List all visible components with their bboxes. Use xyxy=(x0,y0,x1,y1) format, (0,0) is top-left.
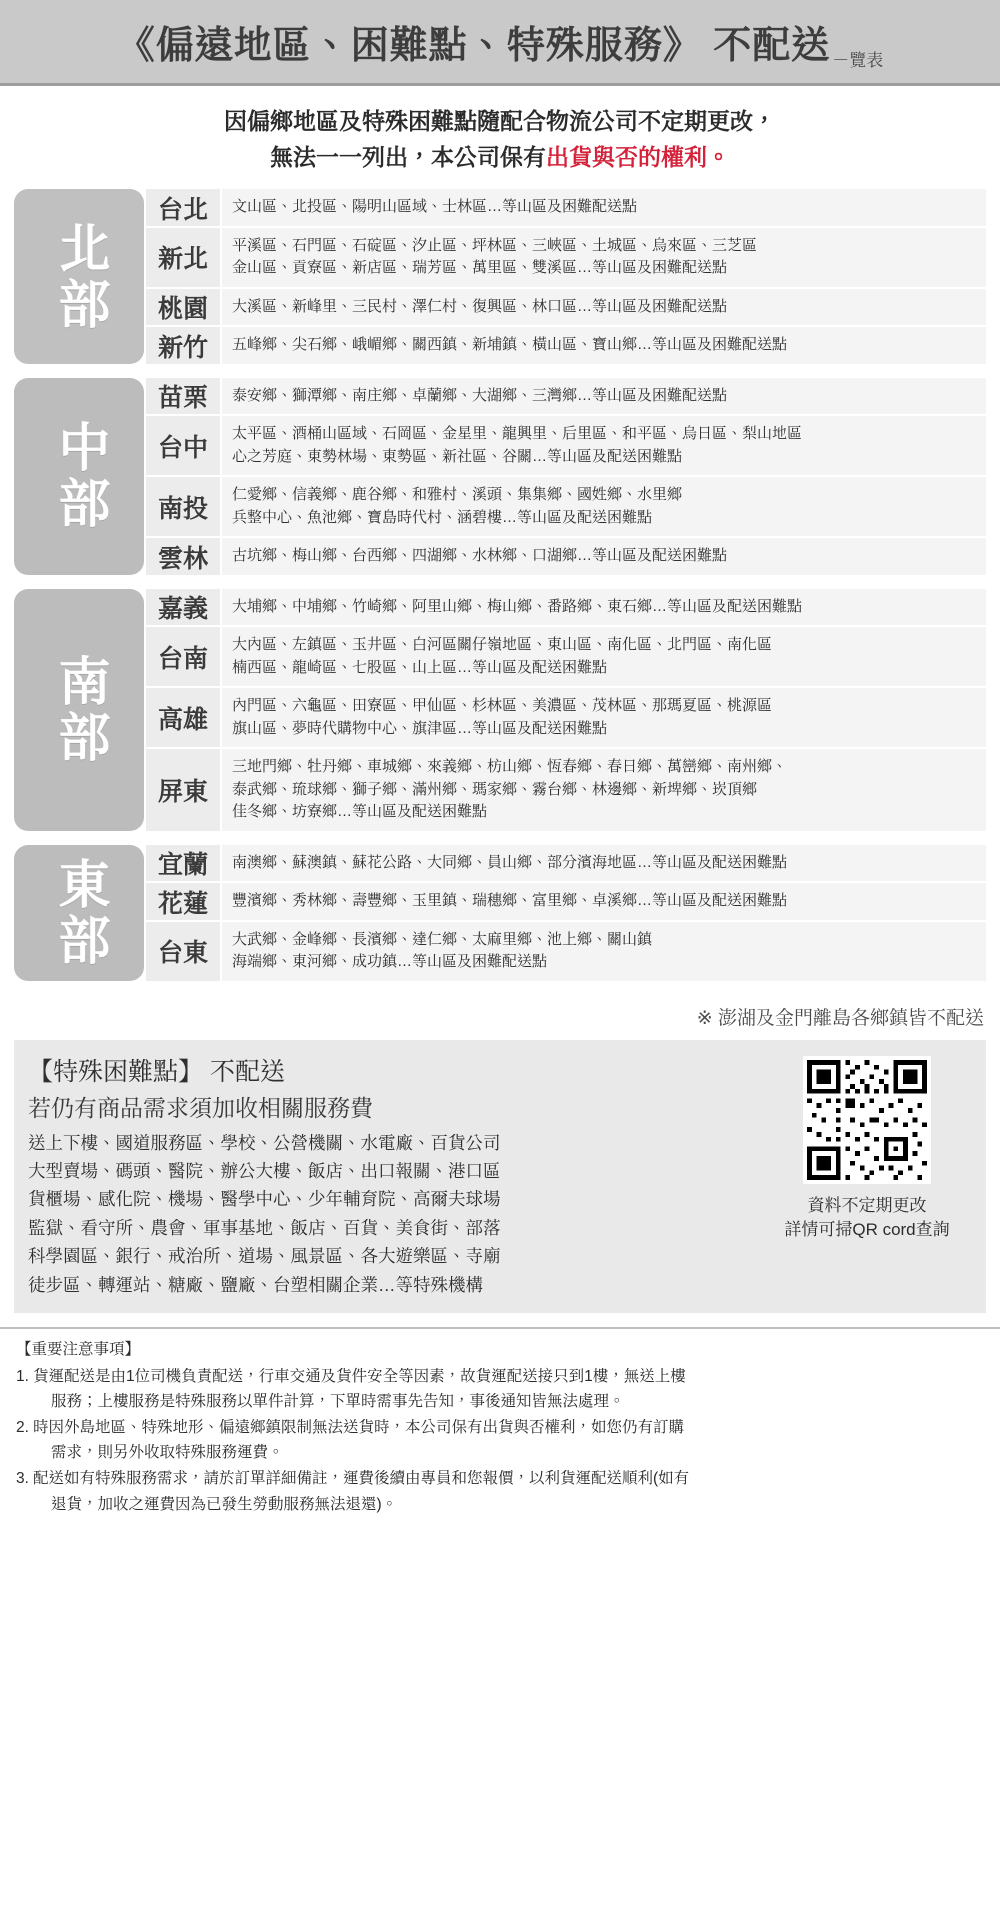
qr-caption xyxy=(784,1194,949,1243)
region-label-north-text: 北部 xyxy=(50,220,108,333)
region-label-east xyxy=(14,845,144,981)
footer-title: 【重要注意事項】 xyxy=(16,1340,141,1358)
footer-note-2-text xyxy=(33,1415,984,1465)
table-row xyxy=(146,625,986,686)
qr-code-icon xyxy=(803,1056,931,1184)
region-label-north xyxy=(14,189,144,364)
city-name: 台中 xyxy=(146,416,222,475)
city-areas xyxy=(222,627,986,686)
table-row xyxy=(146,475,986,536)
footer-note-2 xyxy=(16,1415,984,1465)
qr-caption-line-2: 詳情可掃QR cord查詢 xyxy=(784,1220,950,1240)
area-line: 佳冬鄉、坊寮鄉…等山區及配送困難點 xyxy=(232,803,488,821)
region-central xyxy=(14,378,986,575)
area-line: 三地門鄉、牡丹鄉、車城鄉、來義鄉、枋山鄉、恆春鄉、春日鄉、萬巒鄉、南州鄉、 xyxy=(232,758,788,776)
footer-note-1-line-2: 服務；上樓服務是特殊服務以單件計算，下單時需事先告知，事後通知皆無法處理。 xyxy=(51,1393,625,1411)
region-table xyxy=(0,189,1000,981)
area-line: 楠西區、龍崎區、七股區、山上區…等山區及配送困難點 xyxy=(232,658,608,676)
footer-note-2-line-1: 時因外島地區、特殊地形、偏遠鄉鎮限制無法送貨時，本公司保有出貨與否權利，如您仍有訂購 xyxy=(33,1419,685,1437)
footer-note-1-line-1: 貨運配送是由1位司機負責配送，行車交通及貨件安全等因素，故貨運配送接只到1樓，無送上樓 xyxy=(33,1367,686,1385)
city-name: 桃園 xyxy=(146,289,222,326)
table-row xyxy=(146,325,986,364)
special-heading-2: 若仍有商品需求須加收相關服務費 xyxy=(28,1094,373,1121)
region-label-central-text: 中部 xyxy=(50,420,108,533)
city-areas xyxy=(222,228,986,287)
special-list xyxy=(28,1129,762,1299)
footer-note-1-number: 1. xyxy=(16,1367,29,1385)
area-line: 海端鄉、東河鄉、成功鎮…等山區及困難配送點 xyxy=(232,953,548,971)
area-line: 仁愛鄉、信義鄉、鹿谷鄉、和雅村、溪頭、集集鄉、國姓鄉、水里鄉 xyxy=(232,486,683,504)
city-name: 屏東 xyxy=(146,749,222,831)
area-line: 大溪區、新峰里、三民村、澤仁村、復興區、林口區…等山區及困難配送點 xyxy=(232,297,728,315)
page-header xyxy=(0,0,1000,86)
area-line: 平溪區、石門區、石碇區、汐止區、坪林區、三峽區、土城區、烏來區、三芝區 xyxy=(232,236,758,254)
region-label-south xyxy=(14,589,144,831)
area-line: 泰武鄉、琉球鄉、獅子鄉、滿州鄉、瑪家鄉、霧台鄉、林邊鄉、新埤鄉、崁頂鄉 xyxy=(232,780,758,798)
region-south xyxy=(14,589,986,831)
city-areas xyxy=(222,416,986,475)
area-line: 大內區、左鎮區、玉井區、白河區關仔嶺地區、東山區、南化區、北門區、南化區 xyxy=(232,636,773,654)
city-name: 台南 xyxy=(146,627,222,686)
special-list-item: 科學園區、銀行、戒治所、道場、風景區、各大遊樂區、寺廟 xyxy=(28,1246,501,1267)
city-areas xyxy=(222,189,986,226)
notice-block xyxy=(0,86,1000,189)
city-name: 南投 xyxy=(146,477,222,536)
region-east xyxy=(14,845,986,981)
table-row xyxy=(146,747,986,831)
table-row xyxy=(146,686,986,747)
region-north-rows xyxy=(146,189,986,364)
city-areas xyxy=(222,538,986,575)
area-line: 金山區、貢寮區、新店區、瑞芳區、萬里區、雙溪區…等山區及困難配送點 xyxy=(232,259,728,277)
island-note: ※ 澎湖及金門離島各鄉鎮皆不配送 xyxy=(696,1007,984,1029)
area-line: 古坑鄉、梅山鄉、台西鄉、四湖鄉、水林鄉、口湖鄉…等山區及配送困難點 xyxy=(232,547,728,565)
notice-line-2-plain: 無法一一列出，本公司保有 xyxy=(270,143,546,170)
special-list-item: 監獄、看守所、農會、軍事基地、飯店、百貨、美食街、部落 xyxy=(28,1217,501,1238)
special-heading-1: 【特殊困難點】 不配送 xyxy=(28,1057,285,1086)
table-row xyxy=(146,536,986,575)
area-line: 太平區、酒桶山區域、石岡區、金星里、龍興里、后里區、和平區、烏日區、梨山地區 xyxy=(232,425,803,443)
qr-column xyxy=(762,1052,972,1299)
footer-note-3-line-1: 配送如有特殊服務需求，請於訂單詳細備註，運費後續由專員和您報價，以利貨運配送順利(如有 xyxy=(33,1470,690,1488)
footer-notes xyxy=(0,1327,1000,1536)
city-name: 嘉義 xyxy=(146,589,222,626)
area-line: 大埔鄉、中埔鄉、竹崎鄉、阿里山鄉、梅山鄉、番路鄉、東石鄉…等山區及配送困難點 xyxy=(232,597,803,615)
table-row xyxy=(146,226,986,287)
city-areas xyxy=(222,327,986,364)
city-name: 宜蘭 xyxy=(146,845,222,882)
area-line: 五峰鄉、尖石鄉、峨嵋鄉、關西鎮、新埔鎮、橫山區、寶山鄉…等山區及困難配送點 xyxy=(232,336,788,354)
notice-line-1: 因偏鄉地區及特殊困難點隨配合物流公司不定期更改， xyxy=(224,108,776,134)
notice-line-2 xyxy=(0,140,1000,176)
region-east-rows xyxy=(146,845,986,981)
area-line: 南澳鄉、蘇澳鎮、蘇花公路、大同鄉、員山鄉、部分濱海地區…等山區及配送困難點 xyxy=(232,853,788,871)
page-title: 《偏遠地區、困難點、特殊服務》 不配送 xyxy=(116,25,831,67)
table-row xyxy=(146,189,986,226)
footer-note-3-line-2: 退貨，加收之運費因為已發生勞動服務無法退還)。 xyxy=(51,1495,398,1513)
area-line: 旗山區、夢時代購物中心、旗津區…等山區及配送困難點 xyxy=(232,719,608,737)
city-name: 雲林 xyxy=(146,538,222,575)
city-name: 高雄 xyxy=(146,688,222,747)
city-areas xyxy=(222,922,986,981)
area-line: 大武鄉、金峰鄉、長濱鄉、達仁鄉、太麻里鄉、池上鄉、關山鎮 xyxy=(232,930,653,948)
city-name: 新北 xyxy=(146,228,222,287)
qr-caption-line-1: 資料不定期更改 xyxy=(807,1195,927,1215)
footer-note-1-text xyxy=(33,1364,984,1414)
area-line: 兵整中心、魚池鄉、寶島時代村、涵碧樓…等山區及配送困難點 xyxy=(232,508,653,526)
region-north xyxy=(14,189,986,364)
area-line: 泰安鄉、獅潭鄉、南庄鄉、卓蘭鄉、大湖鄉、三灣鄉…等山區及困難配送點 xyxy=(232,386,728,404)
area-line: 豐濱鄉、秀林鄉、壽豐鄉、玉里鎮、瑞穗鄉、富里鄉、卓溪鄉…等山區及配送困難點 xyxy=(232,892,788,910)
area-line: 文山區、北投區、陽明山區域、士林區…等山區及困難配送點 xyxy=(232,198,638,216)
footer-note-1 xyxy=(16,1364,984,1414)
table-row xyxy=(146,414,986,475)
city-areas xyxy=(222,589,986,626)
table-row xyxy=(146,589,986,626)
footer-note-2-number: 2. xyxy=(16,1419,29,1437)
region-label-central xyxy=(14,378,144,575)
city-name: 台東 xyxy=(146,922,222,981)
city-areas xyxy=(222,477,986,536)
footer-note-3-number: 3. xyxy=(16,1470,29,1488)
special-list-item: 徒步區、轉運站、糖廠、鹽廠、台塑相關企業…等特殊機構 xyxy=(28,1274,483,1295)
area-line: 內門區、六龜區、田寮區、甲仙區、杉林區、美濃區、茂林區、那瑪夏區、桃源區 xyxy=(232,697,773,715)
city-name: 苗栗 xyxy=(146,378,222,415)
city-name: 花蓮 xyxy=(146,883,222,920)
city-areas xyxy=(222,845,986,882)
city-areas xyxy=(222,378,986,415)
table-row xyxy=(146,881,986,920)
city-areas xyxy=(222,688,986,747)
table-row xyxy=(146,920,986,981)
region-south-rows xyxy=(146,589,986,831)
page-subtitle: －覽表 xyxy=(832,51,884,70)
footer-note-2-line-2: 需求，則另外收取特殊服務運費。 xyxy=(51,1444,284,1462)
city-name: 台北 xyxy=(146,189,222,226)
area-line: 心之芳庭、東勢林場、東勢區、新社區、谷關…等山區及配送困難點 xyxy=(232,447,683,465)
special-list-item: 大型賣場、碼頭、醫院、辦公大樓、飯店、出口報關、港口區 xyxy=(28,1161,501,1182)
table-row xyxy=(146,378,986,415)
footer-note-3 xyxy=(16,1466,984,1516)
table-row xyxy=(146,287,986,326)
city-areas xyxy=(222,749,986,831)
region-label-east-text: 東部 xyxy=(50,856,108,969)
region-label-south-text: 南部 xyxy=(50,653,108,766)
special-text-column xyxy=(28,1052,762,1299)
city-areas xyxy=(222,289,986,326)
special-list-item: 貨櫃場、感化院、機場、醫學中心、少年輔育院、高爾夫球場 xyxy=(28,1189,501,1210)
region-central-rows xyxy=(146,378,986,575)
notice-line-2-highlight: 出貨與否的權利。 xyxy=(546,143,730,170)
footer-note-3-text xyxy=(33,1466,984,1516)
city-name: 新竹 xyxy=(146,327,222,364)
city-areas xyxy=(222,883,986,920)
special-difficult-block xyxy=(14,1040,986,1313)
special-list-item: 送上下樓、國道服務區、學校、公營機關、水電廠、百貨公司 xyxy=(28,1132,501,1153)
table-row xyxy=(146,845,986,882)
